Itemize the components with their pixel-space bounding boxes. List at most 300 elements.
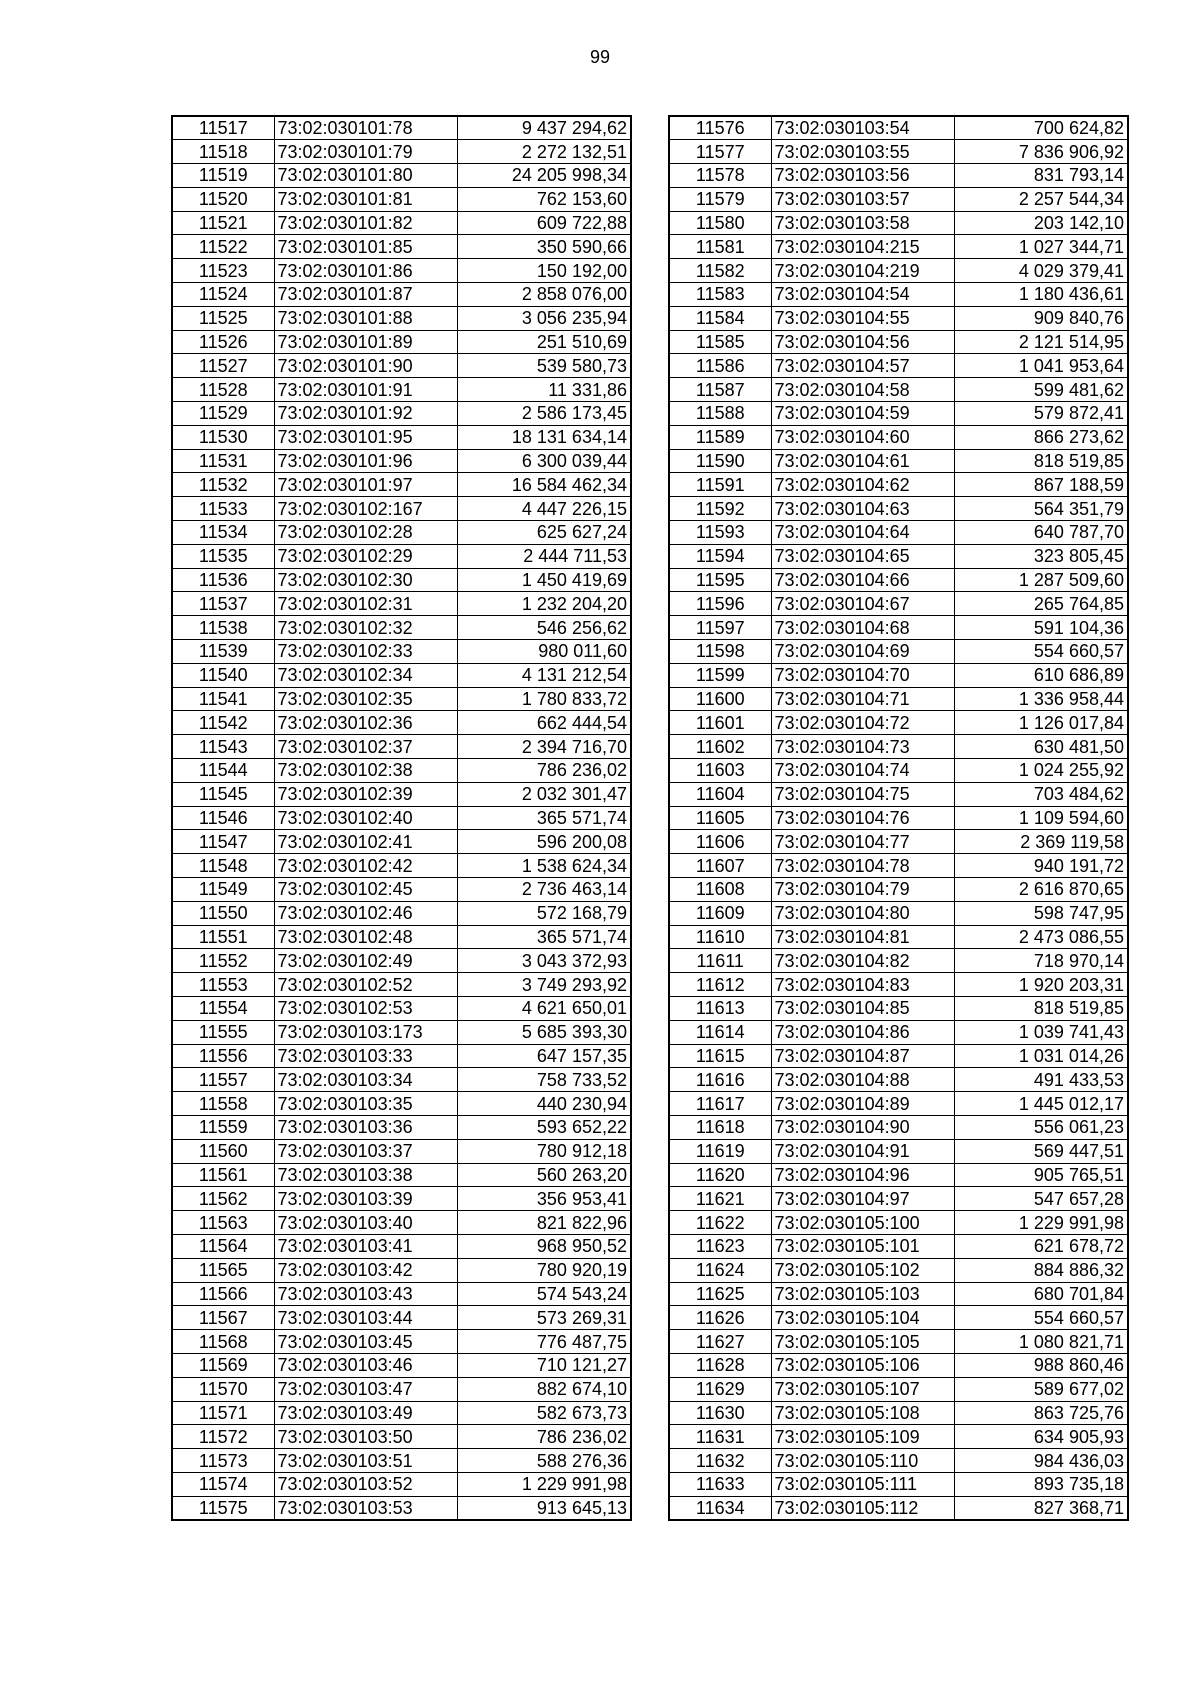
table-row [172,378,631,402]
cadastral-value: 866 273,62 [954,425,1128,449]
cadastral-value: 980 011,60 [457,640,631,664]
row-number: 11542 [172,711,274,735]
row-number: 11614 [669,1020,771,1044]
cadastral-number: 73:02:030103:50 [274,1425,457,1449]
table-row [669,949,1128,973]
cadastral-number: 73:02:030103:56 [771,164,954,188]
table-row [669,1330,1128,1354]
table-row [172,402,631,426]
cadastral-number: 73:02:030101:86 [274,259,457,283]
row-number: 11568 [172,1330,274,1354]
cadastral-value: 818 519,85 [954,996,1128,1020]
row-number: 11532 [172,473,274,497]
cadastral-value: 909 840,76 [954,306,1128,330]
table-row [669,449,1128,473]
table-row [172,901,631,925]
cadastral-value: 251 510,69 [457,330,631,354]
cadastral-number: 73:02:030103:37 [274,1139,457,1163]
row-number: 11518 [172,140,274,164]
table-row [172,1425,631,1449]
cadastral-number: 73:02:030103:46 [274,1353,457,1377]
table-row [172,1115,631,1139]
cadastral-value: 988 860,46 [954,1353,1128,1377]
cadastral-value: 1 027 344,71 [954,235,1128,259]
table-row [669,1306,1128,1330]
cadastral-value: 2 586 173,45 [457,402,631,426]
row-number: 11535 [172,544,274,568]
table-row [669,425,1128,449]
row-number: 11621 [669,1187,771,1211]
cadastral-value: 831 793,14 [954,164,1128,188]
cadastral-number: 73:02:030101:80 [274,164,457,188]
table-row [172,1401,631,1425]
row-number: 11599 [669,663,771,687]
row-number: 11631 [669,1425,771,1449]
cadastral-number: 73:02:030104:80 [771,901,954,925]
row-number: 11593 [669,521,771,545]
cadastral-number: 73:02:030103:49 [274,1401,457,1425]
table-row [172,116,631,140]
cadastral-value: 2 858 076,00 [457,283,631,307]
cadastral-number: 73:02:030104:90 [771,1115,954,1139]
cadastral-value: 7 836 906,92 [954,140,1128,164]
cadastral-number: 73:02:030103:34 [274,1068,457,1092]
cadastral-number: 73:02:030102:29 [274,544,457,568]
row-number: 11530 [172,425,274,449]
cadastral-number: 73:02:030104:66 [771,568,954,592]
cadastral-number: 73:02:030104:87 [771,1044,954,1068]
cadastral-number: 73:02:030104:76 [771,806,954,830]
table-row [172,1211,631,1235]
cadastral-value: 546 256,62 [457,616,631,640]
cadastral-number: 73:02:030102:28 [274,521,457,545]
row-number: 11583 [669,283,771,307]
cadastral-number: 73:02:030105:112 [771,1496,954,1520]
table-row [669,973,1128,997]
cadastral-number: 73:02:030101:89 [274,330,457,354]
table-row [172,187,631,211]
table-row [669,473,1128,497]
table-row [669,497,1128,521]
row-number: 11612 [669,973,771,997]
cadastral-value: 4 447 226,15 [457,497,631,521]
row-number: 11632 [669,1449,771,1473]
row-number: 11572 [172,1425,274,1449]
table-row [172,925,631,949]
cadastral-number: 73:02:030103:33 [274,1044,457,1068]
cadastral-value: 203 142,10 [954,211,1128,235]
cadastral-value: 867 188,59 [954,473,1128,497]
row-number: 11521 [172,211,274,235]
cadastral-value: 11 331,86 [457,378,631,402]
table-row [669,830,1128,854]
table-row [172,663,631,687]
table-row [669,378,1128,402]
table-row [669,1115,1128,1139]
cadastral-number: 73:02:030101:85 [274,235,457,259]
row-number: 11620 [669,1163,771,1187]
table-row [669,211,1128,235]
table-row [172,354,631,378]
row-number: 11517 [172,116,274,140]
cadastral-value: 365 571,74 [457,925,631,949]
table-row [669,901,1128,925]
cadastral-number: 73:02:030104:54 [771,283,954,307]
row-number: 11603 [669,759,771,783]
cadastral-number: 73:02:030102:42 [274,854,457,878]
table-row [669,1020,1128,1044]
table-row [669,1163,1128,1187]
table-row [172,1472,631,1496]
cadastral-value: 547 657,28 [954,1187,1128,1211]
table-row [172,782,631,806]
row-number: 11615 [669,1044,771,1068]
row-number: 11539 [172,640,274,664]
table-row [669,854,1128,878]
row-number: 11597 [669,616,771,640]
row-number: 11525 [172,306,274,330]
cadastral-value: 579 872,41 [954,402,1128,426]
table-row [172,140,631,164]
table-row [172,544,631,568]
table-row [669,616,1128,640]
cadastral-number: 73:02:030101:87 [274,283,457,307]
table-row [669,1258,1128,1282]
cadastral-number: 73:02:030104:78 [771,854,954,878]
table-row [669,187,1128,211]
cadastral-number: 73:02:030101:90 [274,354,457,378]
cadastral-number: 73:02:030102:36 [274,711,457,735]
row-number: 11546 [172,806,274,830]
register-table-right-body [669,116,1128,1520]
cadastral-number: 73:02:030103:55 [771,140,954,164]
table-row [669,140,1128,164]
cadastral-number: 73:02:030104:69 [771,640,954,664]
row-number: 11596 [669,592,771,616]
cadastral-value: 647 157,35 [457,1044,631,1068]
row-number: 11578 [669,164,771,188]
table-row [172,425,631,449]
cadastral-value: 2 473 086,55 [954,925,1128,949]
table-row [669,306,1128,330]
cadastral-value: 265 764,85 [954,592,1128,616]
row-number: 11552 [172,949,274,973]
cadastral-value: 1 080 821,71 [954,1330,1128,1354]
row-number: 11519 [172,164,274,188]
cadastral-value: 16 584 462,34 [457,473,631,497]
row-number: 11611 [669,949,771,973]
cadastral-number: 73:02:030104:58 [771,378,954,402]
row-number: 11561 [172,1163,274,1187]
row-number: 11594 [669,544,771,568]
cadastral-value: 560 263,20 [457,1163,631,1187]
row-number: 11553 [172,973,274,997]
row-number: 11586 [669,354,771,378]
cadastral-value: 1 031 014,26 [954,1044,1128,1068]
cadastral-value: 440 230,94 [457,1092,631,1116]
table-row [669,1044,1128,1068]
cadastral-value: 591 104,36 [954,616,1128,640]
table-row [172,1496,631,1520]
row-number: 11633 [669,1472,771,1496]
table-row [172,259,631,283]
cadastral-number: 73:02:030104:61 [771,449,954,473]
row-number: 11601 [669,711,771,735]
cadastral-number: 73:02:030103:42 [274,1258,457,1282]
cadastral-number: 73:02:030102:30 [274,568,457,592]
table-row [172,1449,631,1473]
row-number: 11629 [669,1377,771,1401]
cadastral-number: 73:02:030104:83 [771,973,954,997]
cadastral-number: 73:02:030104:81 [771,925,954,949]
table-row [172,1258,631,1282]
cadastral-value: 780 912,18 [457,1139,631,1163]
table-row [669,402,1128,426]
cadastral-value: 984 436,03 [954,1449,1128,1473]
cadastral-value: 913 645,13 [457,1496,631,1520]
cadastral-value: 588 276,36 [457,1449,631,1473]
row-number: 11570 [172,1377,274,1401]
register-table-right [668,115,1129,1521]
table-row [172,1092,631,1116]
row-number: 11527 [172,354,274,378]
cadastral-number: 73:02:030103:45 [274,1330,457,1354]
row-number: 11584 [669,306,771,330]
row-number: 11595 [669,568,771,592]
row-number: 11590 [669,449,771,473]
cadastral-value: 625 627,24 [457,521,631,545]
cadastral-value: 596 200,08 [457,830,631,854]
row-number: 11541 [172,687,274,711]
cadastral-value: 572 168,79 [457,901,631,925]
row-number: 11526 [172,330,274,354]
row-number: 11616 [669,1068,771,1092]
row-number: 11619 [669,1139,771,1163]
cadastral-number: 73:02:030105:104 [771,1306,954,1330]
cadastral-number: 73:02:030102:49 [274,949,457,973]
row-number: 11605 [669,806,771,830]
cadastral-number: 73:02:030104:82 [771,949,954,973]
cadastral-value: 609 722,88 [457,211,631,235]
table-row [669,330,1128,354]
table-row [669,1472,1128,1496]
cadastral-value: 3 749 293,92 [457,973,631,997]
table-row [172,1187,631,1211]
cadastral-number: 73:02:030101:81 [274,187,457,211]
cadastral-number: 73:02:030103:43 [274,1282,457,1306]
table-row [172,164,631,188]
table-row [172,568,631,592]
cadastral-number: 73:02:030103:38 [274,1163,457,1187]
cadastral-value: 818 519,85 [954,449,1128,473]
cadastral-number: 73:02:030104:86 [771,1020,954,1044]
row-number: 11591 [669,473,771,497]
cadastral-value: 1 229 991,98 [457,1472,631,1496]
row-number: 11557 [172,1068,274,1092]
cadastral-value: 599 481,62 [954,378,1128,402]
row-number: 11550 [172,901,274,925]
cadastral-value: 621 678,72 [954,1234,1128,1258]
cadastral-number: 73:02:030102:45 [274,878,457,902]
cadastral-value: 569 447,51 [954,1139,1128,1163]
row-number: 11562 [172,1187,274,1211]
row-number: 11555 [172,1020,274,1044]
row-number: 11558 [172,1092,274,1116]
row-number: 11628 [669,1353,771,1377]
cadastral-value: 786 236,02 [457,1425,631,1449]
row-number: 11559 [172,1115,274,1139]
cadastral-value: 6 300 039,44 [457,449,631,473]
table-row [669,782,1128,806]
table-row [172,830,631,854]
cadastral-value: 556 061,23 [954,1115,1128,1139]
table-row [172,1068,631,1092]
table-row [669,1139,1128,1163]
cadastral-value: 882 674,10 [457,1377,631,1401]
cadastral-value: 1 109 594,60 [954,806,1128,830]
cadastral-number: 73:02:030101:79 [274,140,457,164]
table-row [172,449,631,473]
table-row [172,1234,631,1258]
table-row [172,1306,631,1330]
cadastral-value: 9 437 294,62 [457,116,631,140]
cadastral-value: 582 673,73 [457,1401,631,1425]
cadastral-value: 1 232 204,20 [457,592,631,616]
table-row [669,592,1128,616]
cadastral-value: 1 024 255,92 [954,759,1128,783]
cadastral-value: 1 780 833,72 [457,687,631,711]
table-row [172,854,631,878]
row-number: 11537 [172,592,274,616]
row-number: 11607 [669,854,771,878]
cadastral-number: 73:02:030105:109 [771,1425,954,1449]
cadastral-number: 73:02:030104:57 [771,354,954,378]
cadastral-number: 73:02:030104:96 [771,1163,954,1187]
cadastral-number: 73:02:030103:40 [274,1211,457,1235]
cadastral-number: 73:02:030101:96 [274,449,457,473]
table-row [172,996,631,1020]
row-number: 11545 [172,782,274,806]
row-number: 11608 [669,878,771,902]
row-number: 11547 [172,830,274,854]
cadastral-number: 73:02:030102:41 [274,830,457,854]
cadastral-value: 2 616 870,65 [954,878,1128,902]
row-number: 11566 [172,1282,274,1306]
row-number: 11569 [172,1353,274,1377]
cadastral-number: 73:02:030102:37 [274,735,457,759]
row-number: 11610 [669,925,771,949]
cadastral-value: 968 950,52 [457,1234,631,1258]
table-row [669,1092,1128,1116]
cadastral-number: 73:02:030104:60 [771,425,954,449]
cadastral-number: 73:02:030104:64 [771,521,954,545]
cadastral-value: 2 257 544,34 [954,187,1128,211]
cadastral-value: 564 351,79 [954,497,1128,521]
row-number: 11588 [669,402,771,426]
cadastral-value: 905 765,51 [954,1163,1128,1187]
cadastral-number: 73:02:030104:72 [771,711,954,735]
cadastral-number: 73:02:030102:38 [274,759,457,783]
cadastral-value: 5 685 393,30 [457,1020,631,1044]
table-row [669,1353,1128,1377]
cadastral-number: 73:02:030104:56 [771,330,954,354]
table-row [172,735,631,759]
cadastral-number: 73:02:030103:57 [771,187,954,211]
cadastral-number: 73:02:030102:40 [274,806,457,830]
row-number: 11574 [172,1472,274,1496]
table-row [172,640,631,664]
row-number: 11575 [172,1496,274,1520]
table-row [669,521,1128,545]
cadastral-number: 73:02:030105:107 [771,1377,954,1401]
table-row [669,544,1128,568]
cadastral-value: 758 733,52 [457,1068,631,1092]
row-number: 11630 [669,1401,771,1425]
cadastral-number: 73:02:030104:77 [771,830,954,854]
cadastral-number: 73:02:030103:36 [274,1115,457,1139]
cadastral-number: 73:02:030104:55 [771,306,954,330]
cadastral-number: 73:02:030102:33 [274,640,457,664]
cadastral-number: 73:02:030105:103 [771,1282,954,1306]
table-row [669,1449,1128,1473]
cadastral-number: 73:02:030101:95 [274,425,457,449]
cadastral-value: 4 621 650,01 [457,996,631,1020]
cadastral-number: 73:02:030104:88 [771,1068,954,1092]
cadastral-number: 73:02:030103:35 [274,1092,457,1116]
cadastral-value: 662 444,54 [457,711,631,735]
cadastral-value: 593 652,22 [457,1115,631,1139]
cadastral-value: 4 131 212,54 [457,663,631,687]
row-number: 11609 [669,901,771,925]
register-table-left [171,115,632,1521]
table-row [172,521,631,545]
row-number: 11565 [172,1258,274,1282]
table-row [669,1401,1128,1425]
cadastral-value: 2 121 514,95 [954,330,1128,354]
cadastral-value: 893 735,18 [954,1472,1128,1496]
cadastral-number: 73:02:030104:215 [771,235,954,259]
cadastral-number: 73:02:030103:53 [274,1496,457,1520]
cadastral-number: 73:02:030102:32 [274,616,457,640]
row-number: 11540 [172,663,274,687]
table-row [669,663,1128,687]
cadastral-value: 2 369 119,58 [954,830,1128,854]
cadastral-number: 73:02:030103:47 [274,1377,457,1401]
table-row [669,711,1128,735]
row-number: 11622 [669,1211,771,1235]
row-number: 11613 [669,996,771,1020]
cadastral-number: 73:02:030104:219 [771,259,954,283]
row-number: 11579 [669,187,771,211]
cadastral-number: 73:02:030105:100 [771,1211,954,1235]
cadastral-value: 640 787,70 [954,521,1128,545]
table-row [669,1211,1128,1235]
cadastral-value: 1 039 741,43 [954,1020,1128,1044]
table-row [172,592,631,616]
cadastral-value: 1 538 624,34 [457,854,631,878]
table-row [669,283,1128,307]
row-number: 11623 [669,1234,771,1258]
table-row [669,1234,1128,1258]
table-row [172,949,631,973]
cadastral-value: 827 368,71 [954,1496,1128,1520]
row-number: 11531 [172,449,274,473]
cadastral-number: 73:02:030101:88 [274,306,457,330]
cadastral-number: 73:02:030102:53 [274,996,457,1020]
cadastral-number: 73:02:030104:97 [771,1187,954,1211]
cadastral-number: 73:02:030102:34 [274,663,457,687]
row-number: 11567 [172,1306,274,1330]
